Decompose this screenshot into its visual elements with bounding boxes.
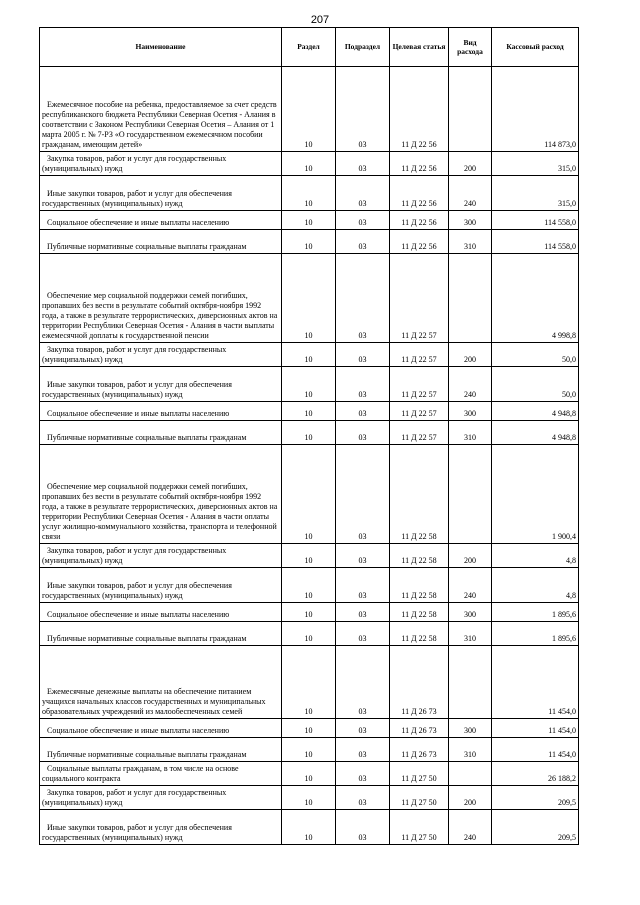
cell-amount: 11 454,0 bbox=[492, 646, 579, 719]
cell-expense-type bbox=[449, 762, 492, 786]
cell-target: 11 Д 22 58 bbox=[390, 568, 449, 603]
cell-subsection: 03 bbox=[336, 176, 390, 211]
row-name-text: Социальное обеспечение и иные выплаты населению bbox=[47, 409, 230, 418]
cell-amount: 1 900,4 bbox=[492, 445, 579, 544]
table-row bbox=[40, 786, 579, 810]
row-name-text: Ежемесячное пособие на ребенка, предоставляемое за счет средств республиканского бюджета Республики Северная Осетия - Алания в соответствии с Законом Республики Северная Осетия – Алания от 1 марта 2005 г. № 7-РЗ «О государственном ежемесячном пособии гражданам, имеющим детей» bbox=[42, 100, 277, 149]
cell-expense-type: 310 bbox=[449, 230, 492, 254]
row-name-text: Закупка товаров, работ и услуг для государственных (муниципальных) нужд bbox=[42, 546, 227, 565]
cell-section: 10 bbox=[282, 762, 336, 786]
cell-amount: 114 558,0 bbox=[492, 211, 579, 230]
cell-subsection: 03 bbox=[336, 402, 390, 421]
cell-amount: 315,0 bbox=[492, 176, 579, 211]
cell-amount: 11 454,0 bbox=[492, 719, 579, 738]
table-row bbox=[40, 622, 579, 646]
row-name-text: Публичные нормативные социальные выплаты гражданам bbox=[47, 242, 247, 251]
cell-amount: 209,5 bbox=[492, 810, 579, 845]
cell-amount: 209,5 bbox=[492, 786, 579, 810]
cell-subsection: 03 bbox=[336, 544, 390, 568]
cell-amount: 4,8 bbox=[492, 568, 579, 603]
cell-subsection: 03 bbox=[336, 367, 390, 402]
table-row bbox=[40, 421, 579, 445]
cell-subsection: 03 bbox=[336, 719, 390, 738]
cell-target: 11 Д 27 50 bbox=[390, 786, 449, 810]
cell-subsection: 03 bbox=[336, 622, 390, 646]
cell-target: 11 Д 22 58 bbox=[390, 445, 449, 544]
cell-expense-type bbox=[449, 646, 492, 719]
cell-name bbox=[40, 421, 282, 445]
table-row bbox=[40, 367, 579, 402]
cell-name bbox=[40, 211, 282, 230]
row-name-text: Иные закупки товаров, работ и услуг для обеспечения государственных (муниципальных) нужд bbox=[42, 823, 232, 842]
cell-name bbox=[40, 445, 282, 544]
cell-section: 10 bbox=[282, 738, 336, 762]
cell-amount: 4 948,8 bbox=[492, 402, 579, 421]
cell-amount: 11 454,0 bbox=[492, 738, 579, 762]
cell-target: 11 Д 26 73 bbox=[390, 646, 449, 719]
cell-subsection: 03 bbox=[336, 646, 390, 719]
cell-section: 10 bbox=[282, 67, 336, 152]
cell-name bbox=[40, 254, 282, 343]
table-row bbox=[40, 402, 579, 421]
table-row bbox=[40, 230, 579, 254]
cell-amount: 114 873,0 bbox=[492, 67, 579, 152]
column-header-subsection: Подраздел bbox=[336, 28, 390, 67]
cell-section: 10 bbox=[282, 622, 336, 646]
table-row bbox=[40, 67, 579, 152]
column-header-section: Раздел bbox=[282, 28, 336, 67]
cell-subsection: 03 bbox=[336, 568, 390, 603]
column-header-target: Целевая статья bbox=[390, 28, 449, 67]
cell-expense-type bbox=[449, 67, 492, 152]
cell-name bbox=[40, 343, 282, 367]
cell-name bbox=[40, 152, 282, 176]
table-row bbox=[40, 211, 579, 230]
cell-subsection: 03 bbox=[336, 738, 390, 762]
cell-subsection: 03 bbox=[336, 762, 390, 786]
table-row bbox=[40, 254, 579, 343]
cell-subsection: 03 bbox=[336, 810, 390, 845]
cell-amount: 4 948,8 bbox=[492, 421, 579, 445]
table-row bbox=[40, 176, 579, 211]
cell-expense-type: 200 bbox=[449, 786, 492, 810]
cell-subsection: 03 bbox=[336, 254, 390, 343]
row-name-text: Обеспечение мер социальной поддержки семей погибших, пропавших без вести в результате событий октября-ноября 1992 года, а также в результате террористических, диверсионных актов на территории Республики Северная Осетия - Алания в части оплаты услуг жилищно-коммунального хозяйства, транспорта и телефонной связи bbox=[42, 482, 278, 541]
cell-expense-type bbox=[449, 445, 492, 544]
cell-expense-type bbox=[449, 254, 492, 343]
cell-target: 11 Д 22 56 bbox=[390, 152, 449, 176]
cell-target: 11 Д 27 50 bbox=[390, 810, 449, 845]
row-name-text: Социальные выплаты гражданам, в том числе на основе социального контракта bbox=[42, 764, 239, 783]
cell-subsection: 03 bbox=[336, 230, 390, 254]
table-row bbox=[40, 603, 579, 622]
cell-expense-type: 300 bbox=[449, 211, 492, 230]
cell-section: 10 bbox=[282, 810, 336, 845]
cell-expense-type: 200 bbox=[449, 152, 492, 176]
row-name-text: Закупка товаров, работ и услуг для государственных (муниципальных) нужд bbox=[42, 154, 227, 173]
row-name-text: Обеспечение мер социальной поддержки семей погибших, пропавших без вести в результате событий октября-ноября 1992 года, а также в результате террористических, диверсионных актов на территории Республики Северная Осетия - Алания в части выплаты ежемесячной доплаты к государственной пенсии bbox=[42, 291, 278, 340]
table-row bbox=[40, 810, 579, 845]
column-header-expense-type: Вид расхода bbox=[449, 28, 492, 67]
cell-expense-type: 300 bbox=[449, 603, 492, 622]
cell-target: 11 Д 22 57 bbox=[390, 421, 449, 445]
cell-name bbox=[40, 786, 282, 810]
cell-name bbox=[40, 622, 282, 646]
cell-section: 10 bbox=[282, 544, 336, 568]
cell-amount: 4 998,8 bbox=[492, 254, 579, 343]
table-row bbox=[40, 738, 579, 762]
column-header-amount: Кассовый расход bbox=[492, 28, 579, 67]
row-name-text: Социальное обеспечение и иные выплаты населению bbox=[47, 610, 230, 619]
cell-name bbox=[40, 719, 282, 738]
cell-section: 10 bbox=[282, 343, 336, 367]
cell-name bbox=[40, 568, 282, 603]
cell-target: 11 Д 22 57 bbox=[390, 367, 449, 402]
cell-name bbox=[40, 738, 282, 762]
cell-target: 11 Д 26 73 bbox=[390, 738, 449, 762]
row-name-text: Публичные нормативные социальные выплаты гражданам bbox=[47, 634, 247, 643]
cell-section: 10 bbox=[282, 719, 336, 738]
cell-section: 10 bbox=[282, 786, 336, 810]
cell-amount: 1 895,6 bbox=[492, 622, 579, 646]
cell-amount: 1 895,6 bbox=[492, 603, 579, 622]
cell-amount: 50,0 bbox=[492, 367, 579, 402]
cell-expense-type: 310 bbox=[449, 421, 492, 445]
cell-section: 10 bbox=[282, 152, 336, 176]
cell-section: 10 bbox=[282, 176, 336, 211]
cell-name bbox=[40, 367, 282, 402]
row-name-text: Иные закупки товаров, работ и услуг для обеспечения государственных (муниципальных) нужд bbox=[42, 581, 232, 600]
cell-target: 11 Д 26 73 bbox=[390, 719, 449, 738]
cell-expense-type: 310 bbox=[449, 622, 492, 646]
cell-name bbox=[40, 67, 282, 152]
cell-section: 10 bbox=[282, 646, 336, 719]
cell-expense-type: 300 bbox=[449, 719, 492, 738]
cell-expense-type: 240 bbox=[449, 176, 492, 211]
cell-section: 10 bbox=[282, 367, 336, 402]
table-row bbox=[40, 544, 579, 568]
cell-subsection: 03 bbox=[336, 67, 390, 152]
cell-section: 10 bbox=[282, 254, 336, 343]
row-name-text: Иные закупки товаров, работ и услуг для обеспечения государственных (муниципальных) нужд bbox=[42, 189, 232, 208]
cell-expense-type: 240 bbox=[449, 367, 492, 402]
cell-expense-type: 240 bbox=[449, 810, 492, 845]
cell-subsection: 03 bbox=[336, 786, 390, 810]
cell-target: 11 Д 22 56 bbox=[390, 176, 449, 211]
row-name-text: Социальное обеспечение и иные выплаты населению bbox=[47, 218, 230, 227]
cell-section: 10 bbox=[282, 568, 336, 603]
row-name-text: Закупка товаров, работ и услуг для государственных (муниципальных) нужд bbox=[42, 788, 227, 807]
cell-target: 11 Д 22 57 bbox=[390, 343, 449, 367]
table-row bbox=[40, 719, 579, 738]
cell-section: 10 bbox=[282, 230, 336, 254]
cell-name bbox=[40, 176, 282, 211]
table-row bbox=[40, 343, 579, 367]
row-name-text: Социальное обеспечение и иные выплаты населению bbox=[47, 726, 230, 735]
row-name-text: Публичные нормативные социальные выплаты гражданам bbox=[47, 433, 247, 442]
cell-section: 10 bbox=[282, 402, 336, 421]
cell-amount: 315,0 bbox=[492, 152, 579, 176]
cell-subsection: 03 bbox=[336, 421, 390, 445]
page-number: 207 bbox=[310, 14, 330, 26]
cell-target: 11 Д 22 58 bbox=[390, 622, 449, 646]
cell-subsection: 03 bbox=[336, 343, 390, 367]
table-row bbox=[40, 445, 579, 544]
cell-name bbox=[40, 646, 282, 719]
cell-section: 10 bbox=[282, 445, 336, 544]
cell-target: 11 Д 27 50 bbox=[390, 762, 449, 786]
table-row bbox=[40, 646, 579, 719]
cell-expense-type: 200 bbox=[449, 544, 492, 568]
cell-name bbox=[40, 762, 282, 786]
cell-target: 11 Д 22 56 bbox=[390, 230, 449, 254]
cell-name bbox=[40, 544, 282, 568]
cell-target: 11 Д 22 56 bbox=[390, 211, 449, 230]
row-name-text: Публичные нормативные социальные выплаты гражданам bbox=[47, 750, 247, 759]
cell-subsection: 03 bbox=[336, 152, 390, 176]
cell-target: 11 Д 22 57 bbox=[390, 254, 449, 343]
cell-subsection: 03 bbox=[336, 445, 390, 544]
table-row bbox=[40, 762, 579, 786]
cell-name bbox=[40, 810, 282, 845]
cell-amount: 50,0 bbox=[492, 343, 579, 367]
cell-subsection: 03 bbox=[336, 603, 390, 622]
cell-subsection: 03 bbox=[336, 211, 390, 230]
cell-expense-type: 300 bbox=[449, 402, 492, 421]
cell-target: 11 Д 22 56 bbox=[390, 67, 449, 152]
cell-section: 10 bbox=[282, 603, 336, 622]
row-name-text: Иные закупки товаров, работ и услуг для обеспечения государственных (муниципальных) нужд bbox=[42, 380, 232, 399]
cell-expense-type: 310 bbox=[449, 738, 492, 762]
cell-expense-type: 240 bbox=[449, 568, 492, 603]
cell-amount: 4,8 bbox=[492, 544, 579, 568]
cell-target: 11 Д 22 58 bbox=[390, 603, 449, 622]
expense-table bbox=[39, 27, 579, 845]
cell-section: 10 bbox=[282, 211, 336, 230]
table-row bbox=[40, 152, 579, 176]
cell-section: 10 bbox=[282, 421, 336, 445]
cell-name bbox=[40, 603, 282, 622]
row-name-text: Ежемесячные денежные выплаты на обеспечение питанием учащихся начальных классов государственных и муниципальных образовательных учреждений из малообеспеченных семей bbox=[42, 687, 266, 716]
cell-target: 11 Д 22 58 bbox=[390, 544, 449, 568]
cell-name bbox=[40, 230, 282, 254]
cell-amount: 114 558,0 bbox=[492, 230, 579, 254]
cell-target: 11 Д 22 57 bbox=[390, 402, 449, 421]
column-header-name: Наименование bbox=[40, 28, 282, 67]
table-header-row bbox=[40, 28, 579, 67]
cell-name bbox=[40, 402, 282, 421]
table-row bbox=[40, 568, 579, 603]
cell-amount: 26 188,2 bbox=[492, 762, 579, 786]
row-name-text: Закупка товаров, работ и услуг для государственных (муниципальных) нужд bbox=[42, 345, 227, 364]
cell-expense-type: 200 bbox=[449, 343, 492, 367]
